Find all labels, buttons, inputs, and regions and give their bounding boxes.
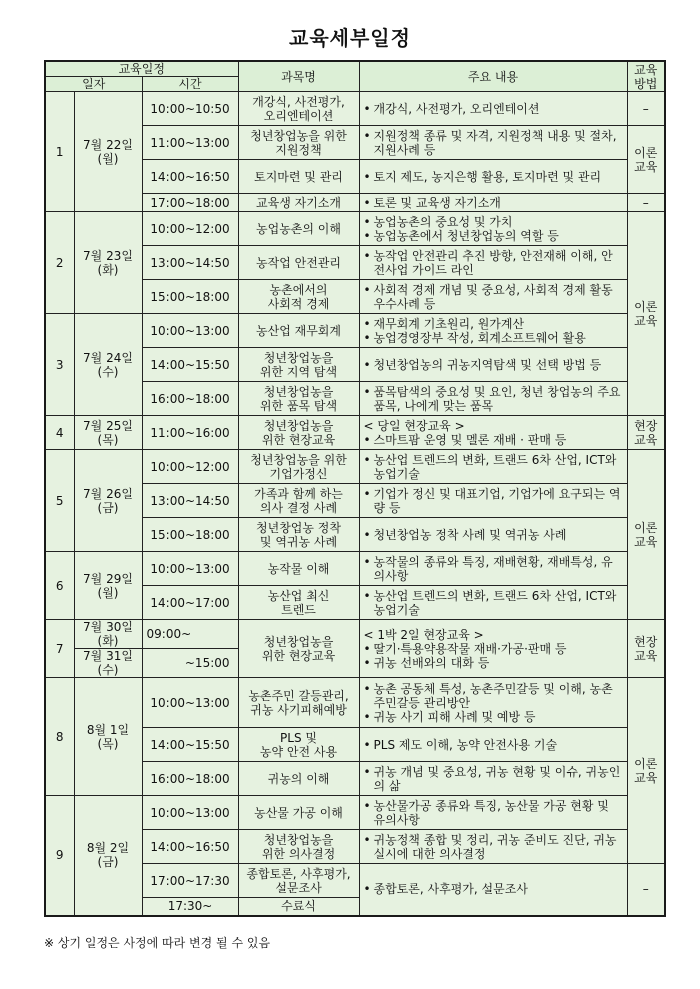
header-method: 교육 방법 xyxy=(627,61,665,92)
content-cell xyxy=(359,212,627,246)
content-bullet-item xyxy=(364,385,623,413)
subject-name: 농촌에서의 사회적 경제 xyxy=(238,280,359,314)
session-date: 7월 23일 (화) xyxy=(74,212,142,314)
bullet-icon: • xyxy=(363,282,371,297)
session-time: 14:00~16:50 xyxy=(142,160,238,194)
bullet-icon: • xyxy=(363,737,371,752)
subject-name: 개강식, 사전평가, 오리엔테이션 xyxy=(238,92,359,126)
bullet-icon: • xyxy=(363,357,371,372)
bullet-text: 귀농 개념 및 중요성, 귀농 현황 및 이슈, 귀농인의 삶 xyxy=(373,764,621,793)
session-time: 11:00~13:00 xyxy=(142,126,238,160)
content-bullet-item xyxy=(364,833,623,861)
bullet-text: 농촌 공동체 특성, 농촌주민갈등 및 이해, 농촌주민갈등 관리방안 xyxy=(373,681,613,710)
bullet-icon: • xyxy=(363,195,371,210)
bullet-text: 청년창업농 정착 사례 및 역귀농 사례 xyxy=(373,527,567,542)
bullet-icon: • xyxy=(363,764,371,779)
bullet-text: 농산물가공 종류와 특징, 농산물 가공 현황 및 유의사항 xyxy=(373,798,609,827)
content-cell xyxy=(359,620,627,678)
subject-name: 청년창업농 정착 및 역귀농 사례 xyxy=(238,518,359,552)
content-cell xyxy=(359,728,627,762)
header-date: 일자 xyxy=(45,77,142,92)
subject-name: 농작업 안전관리 xyxy=(238,246,359,280)
content-bullet-item xyxy=(364,765,623,793)
content-bullet-item xyxy=(364,283,623,311)
schedule-row xyxy=(45,552,665,586)
bullet-icon: • xyxy=(363,798,371,813)
bullet-icon: • xyxy=(363,248,371,263)
content-cell xyxy=(359,382,627,416)
content-cell xyxy=(359,194,627,212)
bullet-text: 농산업 트렌드의 변화, 트랜드 6차 산업, ICT와 농업기술 xyxy=(373,452,617,481)
session-time: 10:00~13:00 xyxy=(142,552,238,586)
bullet-text: 품목탐색의 중요성 및 요인, 청년 창업농의 주요 품목, 나에게 맞는 품목 xyxy=(373,384,621,413)
content-bullet-item xyxy=(364,738,623,752)
schedule-row xyxy=(45,92,665,126)
content-heading: < 1박 2일 현장교육 > xyxy=(363,627,484,642)
subject-name: 청년창업농을 위한 의사결정 xyxy=(238,830,359,864)
session-time: 17:00~18:00 xyxy=(142,194,238,212)
content-cell xyxy=(359,92,627,126)
education-method: 이론 교육 xyxy=(627,126,665,194)
content-bullet-item xyxy=(364,589,623,617)
subject-name: 토지마련 및 관리 xyxy=(238,160,359,194)
header-time: 시간 xyxy=(142,77,238,92)
bullet-icon: • xyxy=(363,641,371,656)
content-cell xyxy=(359,246,627,280)
schedule-row xyxy=(45,620,665,649)
bullet-icon: • xyxy=(363,316,371,331)
bullet-icon: • xyxy=(363,101,371,116)
bullet-text: 농업농촌의 중요성 및 가치 xyxy=(373,214,513,229)
session-time: 16:00~18:00 xyxy=(142,762,238,796)
content-cell xyxy=(359,160,627,194)
bullet-icon: • xyxy=(363,384,371,399)
content-cell xyxy=(359,484,627,518)
bullet-text: 농업농촌에서 청년창업농의 역할 등 xyxy=(373,228,559,243)
session-date: 7월 29일 (월) xyxy=(74,552,142,620)
session-date: 8월 1일 (목) xyxy=(74,678,142,796)
bullet-text: 토지 제도, 농지은행 활용, 토지마련 및 관리 xyxy=(373,169,602,184)
subject-name: 청년창업농을 위한 지원정책 xyxy=(238,126,359,160)
bullet-icon: • xyxy=(363,709,371,724)
subject-name: 농작물 이해 xyxy=(238,552,359,586)
subject-name: 농업농촌의 이해 xyxy=(238,212,359,246)
bullet-text: 토론 및 교육생 자기소개 xyxy=(373,195,501,210)
bullet-text: 농업경영장부 작성, 회계소프트웨어 활용 xyxy=(373,330,586,345)
session-date: 7월 24일 (수) xyxy=(74,314,142,416)
subject-name: 청년창업농을 위한 품목 탐색 xyxy=(238,382,359,416)
subject-name: 농산물 가공 이해 xyxy=(238,796,359,830)
subject-name: 농산업 최신 트렌드 xyxy=(238,586,359,620)
session-time: 10:00~12:00 xyxy=(142,212,238,246)
content-bullet-item xyxy=(364,358,623,372)
bullet-text: 지원정책 종류 및 자격, 지원정책 내용 및 절차, 지원사례 등 xyxy=(373,128,617,157)
content-cell xyxy=(359,552,627,586)
session-time: 10:00~13:00 xyxy=(142,678,238,728)
bullet-text: 농산업 트렌드의 변화, 트랜드 6차 산업, ICT와 농업기술 xyxy=(373,588,617,617)
session-number: 1 xyxy=(45,92,74,212)
session-date: 7월 26일 (금) xyxy=(74,450,142,552)
subject-name: 귀농의 이해 xyxy=(238,762,359,796)
subject-name: 농산업 재무회계 xyxy=(238,314,359,348)
bullet-icon: • xyxy=(363,832,371,847)
session-time: 10:00~13:00 xyxy=(142,314,238,348)
session-time: 14:00~15:50 xyxy=(142,348,238,382)
content-cell xyxy=(359,314,627,348)
schedule-row xyxy=(45,796,665,830)
subject-name: 농촌주민 갈등관리, 귀농 사기피해예방 xyxy=(238,678,359,728)
session-time: 17:30~ xyxy=(142,898,238,916)
bullet-icon: • xyxy=(363,588,371,603)
bullet-text: 스마트팜 운영 및 멜론 재배 · 판매 등 xyxy=(373,432,567,447)
bullet-text: 종합토론, 사후평가, 설문조사 xyxy=(373,882,528,897)
content-cell xyxy=(359,796,627,830)
content-bullet-item xyxy=(364,317,623,331)
content-cell xyxy=(359,416,627,450)
session-time: 15:00~18:00 xyxy=(142,280,238,314)
subject-name: 청년창업농을 위한 현장교육 xyxy=(238,416,359,450)
subject-name: PLS 및 농약 안전 사용 xyxy=(238,728,359,762)
session-number: 9 xyxy=(45,796,74,916)
content-bullet-item xyxy=(364,642,623,656)
education-method: 이론 교육 xyxy=(627,450,665,620)
session-date: 7월 30일 (화) xyxy=(74,620,142,649)
session-time: 10:00~10:50 xyxy=(142,92,238,126)
bullet-icon: • xyxy=(363,554,371,569)
content-bullet-item xyxy=(364,331,623,345)
session-date: 8월 2일 (금) xyxy=(74,796,142,916)
education-method: 현장 교육 xyxy=(627,620,665,678)
header-subject: 과목명 xyxy=(238,61,359,92)
content-bullet-item xyxy=(364,882,623,896)
content-bullet-item xyxy=(364,682,623,710)
bullet-icon: • xyxy=(363,432,371,447)
footnote: ※ 상기 일정은 사정에 따라 변경 될 수 있음 xyxy=(44,936,271,950)
schedule-table xyxy=(44,60,666,917)
content-heading: < 당일 현장교육 > xyxy=(363,418,465,433)
schedule-row xyxy=(45,416,665,450)
bullet-text: 귀농 선배와의 대화 등 xyxy=(373,655,490,670)
session-time: ~15:00 xyxy=(142,649,238,678)
content-bullet-item xyxy=(364,487,623,515)
header-schedule-group: 교육일정 xyxy=(45,61,238,77)
session-time: 16:00~18:00 xyxy=(142,382,238,416)
content-cell xyxy=(359,864,627,916)
content-bullet-item xyxy=(364,555,623,583)
content-bullet-item xyxy=(364,129,623,157)
bullet-text: 개강식, 사전평가, 오리엔테이션 xyxy=(373,101,540,116)
bullet-icon: • xyxy=(363,228,371,243)
education-method: 이론 교육 xyxy=(627,212,665,416)
session-date: 7월 25일 (목) xyxy=(74,416,142,450)
session-time: 13:00~14:50 xyxy=(142,484,238,518)
content-bullet-item xyxy=(364,799,623,827)
subject-name: 청년창업농을 위한 현장교육 xyxy=(238,620,359,678)
bullet-icon: • xyxy=(363,655,371,670)
session-time: 14:00~15:50 xyxy=(142,728,238,762)
content-bullet-item xyxy=(364,102,623,116)
content-bullet-item xyxy=(364,249,623,277)
session-date: 7월 22일 (월) xyxy=(74,92,142,212)
content-bullet-item xyxy=(364,196,623,210)
page-title: 교육세부일정 xyxy=(289,26,411,50)
content-bullet-item xyxy=(364,229,623,243)
bullet-icon: • xyxy=(363,330,371,345)
education-method: – xyxy=(627,92,665,126)
schedule-row xyxy=(45,450,665,484)
bullet-icon: • xyxy=(363,486,371,501)
bullet-text: 딸기·특용약용작물 재배·가공·판매 등 xyxy=(373,641,567,656)
session-time: 14:00~16:50 xyxy=(142,830,238,864)
content-bullet-item xyxy=(364,170,623,184)
bullet-text: 재무회계 기초원리, 원가계산 xyxy=(373,316,525,331)
content-bullet-item xyxy=(364,433,623,447)
session-number: 5 xyxy=(45,450,74,552)
session-time: 10:00~13:00 xyxy=(142,796,238,830)
subject-name: 종합토론, 사후평가, 설문조사 xyxy=(238,864,359,898)
bullet-text: 귀농 사기 피해 사례 및 예방 등 xyxy=(373,709,536,724)
bullet-text: 청년창업농의 귀농지역탐색 및 선택 방법 등 xyxy=(373,357,602,372)
subject-name: 수료식 xyxy=(238,898,359,916)
content-cell xyxy=(359,348,627,382)
content-cell xyxy=(359,450,627,484)
schedule-row xyxy=(45,212,665,246)
content-cell xyxy=(359,830,627,864)
session-number: 8 xyxy=(45,678,74,796)
content-bullet-item xyxy=(364,215,623,229)
content-cell xyxy=(359,762,627,796)
education-method: – xyxy=(627,194,665,212)
subject-name: 교육생 자기소개 xyxy=(238,194,359,212)
subject-name: 청년창업농을 위한 기업가정신 xyxy=(238,450,359,484)
education-method: 이론 교육 xyxy=(627,678,665,864)
subject-name: 가족과 함께 하는 의사 결정 사례 xyxy=(238,484,359,518)
session-time: 17:00~17:30 xyxy=(142,864,238,898)
bullet-icon: • xyxy=(363,128,371,143)
content-cell xyxy=(359,126,627,160)
content-cell xyxy=(359,280,627,314)
session-time: 11:00~16:00 xyxy=(142,416,238,450)
header-content: 주요 내용 xyxy=(359,61,627,92)
bullet-text: PLS 제도 이해, 농약 안전사용 기술 xyxy=(373,737,558,752)
session-number: 4 xyxy=(45,416,74,450)
session-time: 15:00~18:00 xyxy=(142,518,238,552)
education-method: – xyxy=(627,864,665,916)
content-bullet-item xyxy=(364,453,623,481)
schedule-row xyxy=(45,314,665,348)
bullet-text: 기업가 정신 및 대표기업, 기업가에 요구되는 역량 등 xyxy=(373,486,621,515)
session-number: 2 xyxy=(45,212,74,314)
session-time: 13:00~14:50 xyxy=(142,246,238,280)
session-date: 7월 31일 (수) xyxy=(74,649,142,678)
bullet-icon: • xyxy=(363,882,371,897)
bullet-icon: • xyxy=(363,452,371,467)
bullet-text: 귀농정책 종합 및 정리, 귀농 준비도 진단, 귀농 실시에 대한 의사결정 xyxy=(373,832,617,861)
subject-name: 청년창업농을 위한 지역 탐색 xyxy=(238,348,359,382)
education-method: 현장 교육 xyxy=(627,416,665,450)
schedule-row xyxy=(45,678,665,728)
bullet-text: 사회적 경제 개념 및 중요성, 사회적 경제 활동 우수사례 등 xyxy=(373,282,613,311)
bullet-icon: • xyxy=(363,214,371,229)
bullet-text: 농작업 안전관리 추진 방향, 안전재해 이해, 안전사업 가이드 라인 xyxy=(373,248,613,277)
bullet-icon: • xyxy=(363,527,371,542)
content-cell xyxy=(359,586,627,620)
bullet-text: 농작물의 종류와 특징, 재배현황, 재배특성, 유의사항 xyxy=(373,554,613,583)
session-number: 7 xyxy=(45,620,74,678)
session-time: 10:00~12:00 xyxy=(142,450,238,484)
session-number: 6 xyxy=(45,552,74,620)
content-bullet-item xyxy=(364,656,623,670)
content-bullet-item xyxy=(364,710,623,724)
content-bullet-item xyxy=(364,528,623,542)
session-time: 14:00~17:00 xyxy=(142,586,238,620)
content-cell xyxy=(359,518,627,552)
bullet-icon: • xyxy=(363,681,371,696)
bullet-icon: • xyxy=(363,169,371,184)
session-time: 09:00~ xyxy=(142,620,238,649)
content-cell xyxy=(359,678,627,728)
session-number: 3 xyxy=(45,314,74,416)
